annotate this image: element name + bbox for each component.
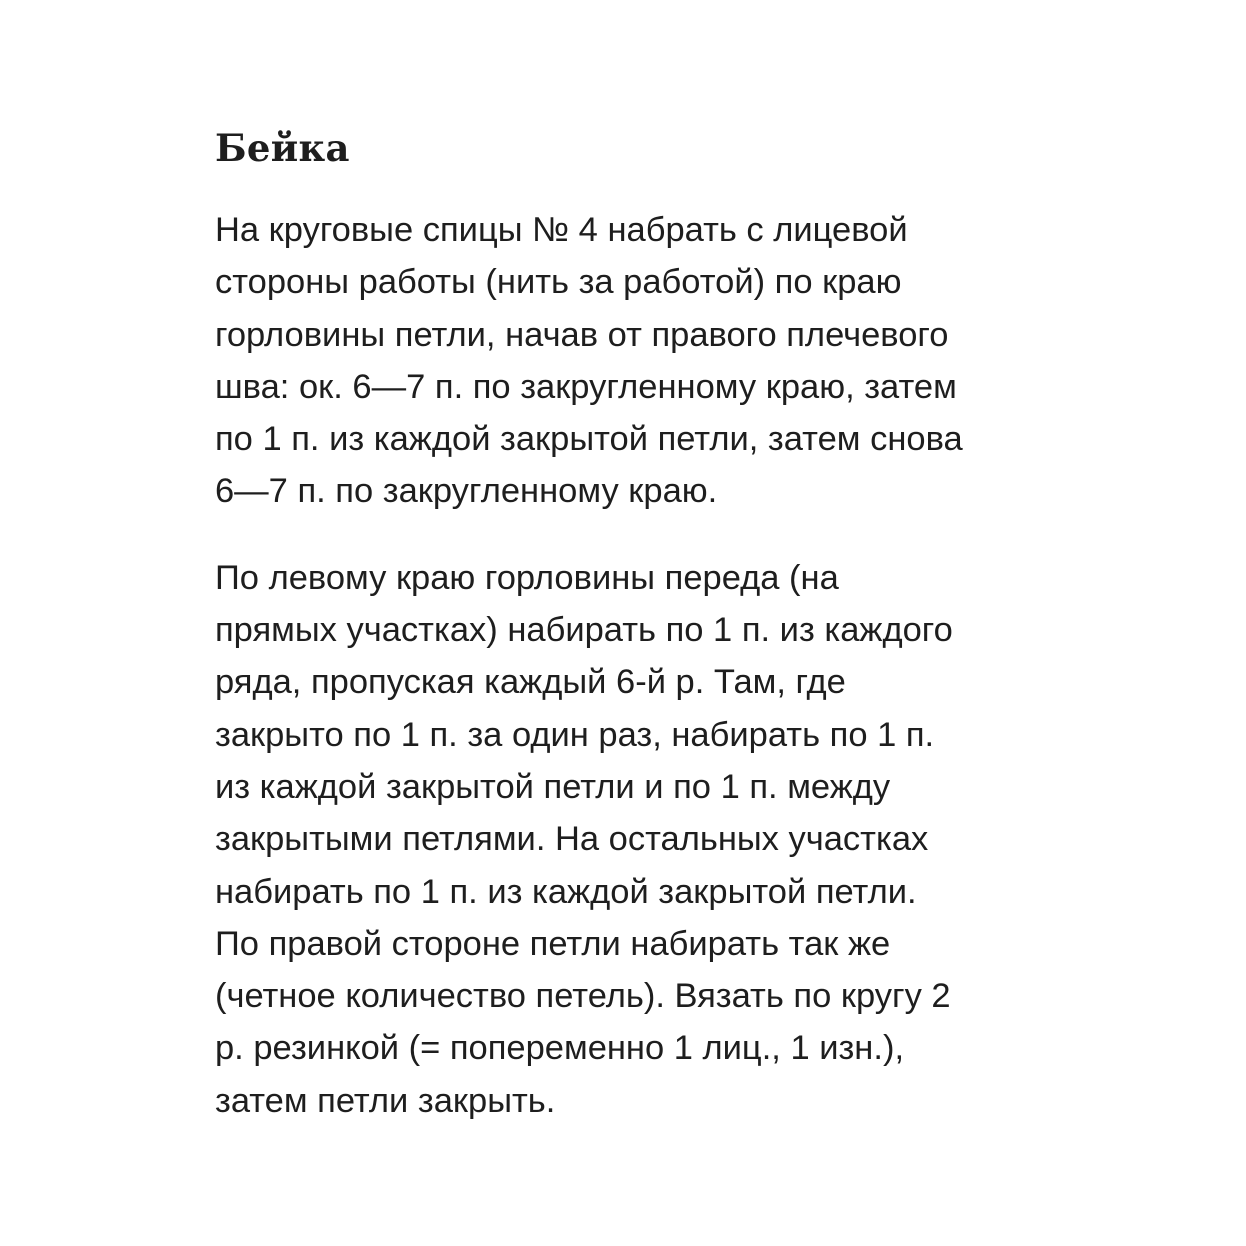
text-line: На круговые спицы № 4 набрать с лицевой (215, 211, 908, 249)
text-line: 6—7 п. по закругленному краю. (215, 472, 718, 511)
text-line: закрыто по 1 п. за один раз, набирать по 1 п. (215, 715, 935, 754)
text-line: из каждой закрытой петли и по 1 п. между (215, 767, 891, 806)
text-line: по 1 п. из каждой закрытой петли, затем снова (215, 420, 963, 459)
text-line: прямых участках) набирать по 1 п. из каждого (215, 611, 953, 650)
text-line: набирать по 1 п. из каждой закрытой петли. (215, 872, 917, 911)
text-line: По левому краю горловины переда (на (215, 558, 839, 597)
article-body (215, 122, 1045, 1127)
text-line: ряда, пропуская каждый 6-й р. Там, где (215, 663, 846, 702)
text-line: шва: ок. 6—7 п. по закругленному краю, затем (215, 367, 957, 406)
section-title: Бейка (215, 126, 350, 170)
paragraph-1 (215, 204, 1045, 518)
text-line: закрытыми петлями. На остальных участках (215, 820, 929, 859)
text-line: По правой стороне петли набирать так же (215, 924, 891, 963)
text-line: р. резинкой (= попеременно 1 лиц., 1 изн.), (215, 1029, 905, 1068)
text-line: стороны работы (нить за работой) по краю (215, 263, 902, 302)
text-line: (четное количество петель). Вязать по кругу 2 (215, 977, 951, 1016)
text-line: затем петли закрыть. (215, 1081, 556, 1120)
text-line: горловины петли, начав от правого плечевого (215, 315, 949, 354)
paragraph-2 (215, 552, 1045, 1127)
